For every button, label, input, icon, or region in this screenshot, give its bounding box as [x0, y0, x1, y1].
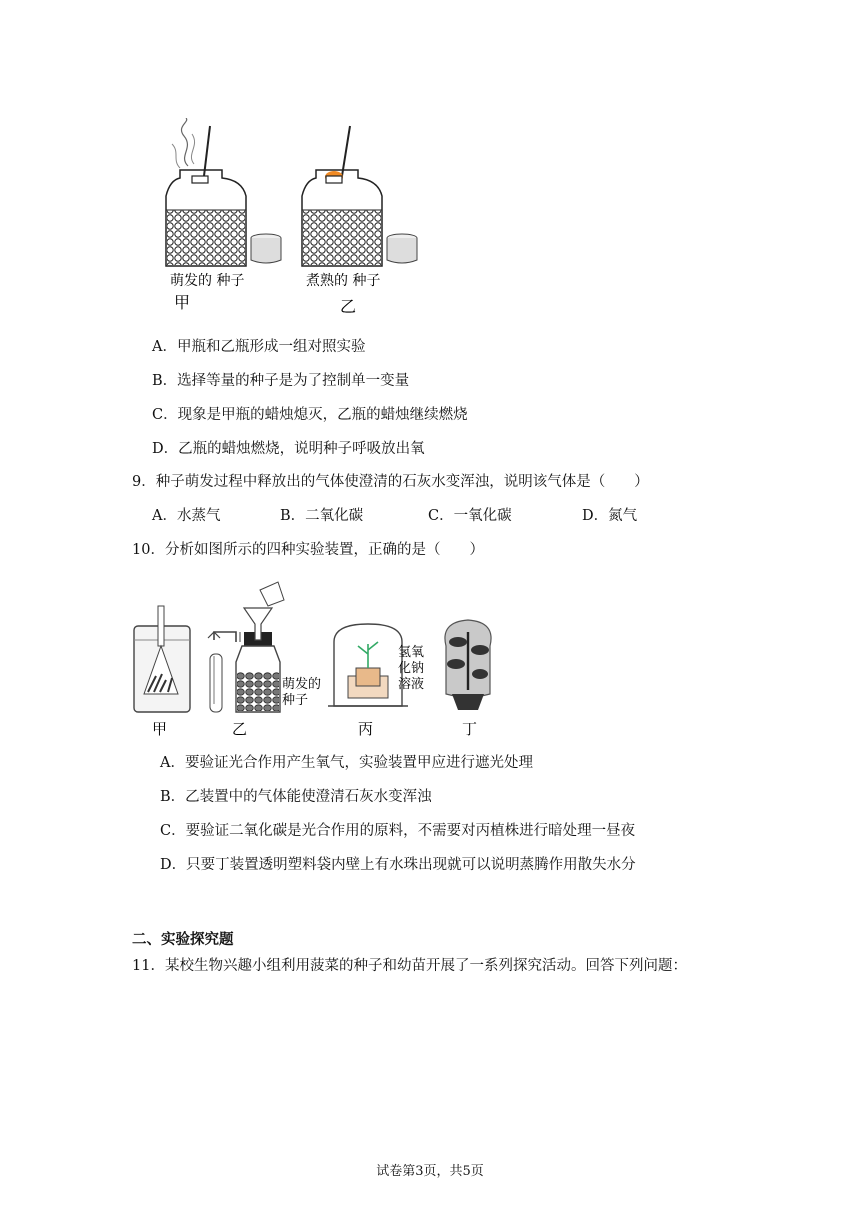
q8-option-d: D．乙瓶的蜡烛燃烧，说明种子呼吸放出氧	[152, 441, 425, 457]
label-yi-2: 乙	[232, 720, 248, 738]
seeds-label-1: 萌发的	[282, 677, 322, 692]
q9-option-d: D．氮气	[582, 508, 638, 524]
q9-option-b: B．二氧化碳	[280, 508, 364, 524]
apparatus-ding	[445, 620, 491, 738]
q10-option-c: C．要验证二氧化碳是光合作用的原料，不需要对丙植株进行暗处理一昼夜	[160, 823, 636, 839]
smoke-icon	[181, 118, 188, 166]
label-jia-2: 甲	[152, 720, 168, 738]
q9-stem: 9．种子萌发过程中释放出的气体使澄清的石灰水变浑浊，说明该气体是（ ）	[132, 474, 649, 490]
label-ding: 丁	[462, 720, 478, 738]
apparatus-bing	[328, 624, 424, 738]
label-bing: 丙	[358, 720, 374, 738]
q8-option-a: A．甲瓶和乙瓶形成一组对照实验	[152, 339, 366, 355]
naoh-label-2: 化钠	[398, 661, 425, 676]
q10-stem: 10．分析如图所示的四种实验装置，正确的是（ ）	[132, 542, 484, 558]
seed-candle-figure	[150, 118, 430, 318]
caption-yi: 煮熟的 种子	[306, 273, 381, 289]
beaker-yi	[387, 234, 417, 263]
section-title: 二、实验探究题	[132, 932, 234, 948]
naoh-label-3: 溶液	[398, 677, 425, 692]
q9-option-c: C．一氧化碳	[428, 508, 512, 524]
q11-stem: 11．某校生物兴趣小组利用菠菜的种子和幼苗开展了一系列探究活动。回答下列问题：	[132, 958, 687, 974]
q10-option-d: D．只要丁装置透明塑料袋内壁上有水珠出现就可以说明蒸腾作用散失水分	[160, 857, 636, 873]
q9-option-a: A．水蒸气	[152, 508, 221, 524]
jar-jia	[166, 126, 246, 266]
q8-option-b: B．选择等量的种子是为了控制单一变量	[152, 373, 410, 389]
apparatus-jia	[134, 606, 190, 738]
q10-option-b: B．乙装置中的气体能使澄清石灰水变浑浊	[160, 789, 432, 805]
label-yi: 乙	[340, 297, 357, 316]
seeds-label-2: 种子	[282, 693, 309, 708]
naoh-label-1: 氢氧	[398, 645, 425, 660]
page-footer: 试卷第3页，共5页	[376, 1164, 484, 1179]
q8-option-c: C．现象是甲瓶的蜡烛熄灭，乙瓶的蜡烛继续燃烧	[152, 407, 468, 423]
caption-jia: 萌发的 种子	[170, 273, 245, 289]
q10-option-a: A．要验证光合作用产生氧气，实验装置甲应进行遮光处理	[160, 755, 533, 771]
jar-yi	[302, 126, 382, 266]
label-jia: 甲	[174, 293, 191, 312]
beaker-jia	[251, 234, 281, 263]
four-apparatus-figure	[128, 576, 528, 742]
apparatus-yi	[208, 582, 321, 738]
